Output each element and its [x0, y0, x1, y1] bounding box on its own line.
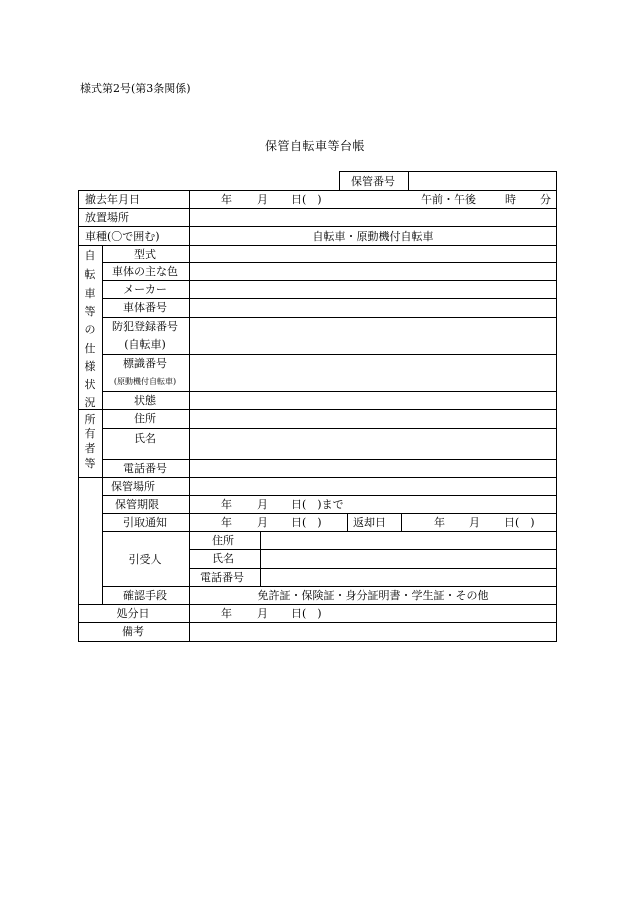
removal-date-label: 撤去年月日 [85, 193, 140, 206]
rule [556, 171, 557, 642]
return-year: 年 [434, 516, 445, 529]
rule [102, 298, 557, 299]
condition-label: 状態 [134, 394, 156, 407]
removal-day: 日( ) [291, 193, 322, 206]
spec-group-char: の [84, 323, 96, 336]
receiver-address-label: 住所 [212, 534, 234, 547]
pickup-notice-day: 日( ) [291, 516, 322, 529]
storage-period-day: 日( )まで [291, 498, 344, 511]
return-month: 月 [469, 516, 480, 529]
model-label: 型式 [134, 248, 156, 261]
rule [102, 459, 557, 460]
pickup-notice-month: 月 [257, 516, 268, 529]
rule [78, 641, 557, 642]
disposal-date-label: 処分日 [116, 607, 150, 620]
spec-group-char: 自 [84, 249, 96, 262]
receiver-name-label: 氏名 [212, 552, 234, 565]
body-color-label: 車体の主な色 [112, 265, 178, 278]
document-title: 保管自転車等台帳 [264, 139, 365, 153]
verification-label: 確認手段 [123, 589, 167, 602]
rule [339, 171, 340, 190]
rule [260, 531, 261, 586]
rule [401, 513, 402, 531]
rule [102, 586, 557, 587]
spec-group-char: 仕 [84, 342, 96, 355]
owner-address-label: 住所 [134, 412, 156, 425]
disposal-day: 日( ) [291, 607, 322, 620]
rule [78, 604, 557, 605]
disposal-month: 月 [257, 607, 268, 620]
rule [102, 513, 557, 514]
removal-year: 年 [221, 193, 232, 206]
rule [102, 317, 557, 318]
rule [102, 495, 557, 496]
rule [102, 531, 557, 532]
vehicle-type-label: 車種(〇で囲む) [85, 230, 160, 243]
spec-group-char: 況 [84, 396, 96, 409]
theft-registration-label: 防犯登録番号 [112, 320, 178, 333]
rule [78, 226, 557, 227]
removal-minute: 分 [540, 193, 551, 206]
rule [102, 280, 557, 281]
pickup-notice-label: 引取通知 [123, 516, 167, 529]
verification-options: 免許証・保険証・身分証明書・学生証・その他 [257, 589, 489, 602]
removal-hour: 時 [505, 193, 516, 206]
storage-period-month: 月 [257, 498, 268, 511]
theft-registration-sublabel: (自転車) [124, 338, 166, 351]
storage-number-label: 保管番号 [351, 175, 395, 188]
left-place-label: 放置場所 [85, 211, 129, 224]
rule [102, 428, 557, 429]
rule [78, 190, 79, 642]
receiver-phone-label: 電話番号 [200, 571, 244, 584]
remarks-field[interactable] [190, 623, 556, 641]
left-place-field[interactable] [190, 209, 556, 226]
rule [102, 262, 557, 263]
storage-period-year: 年 [221, 498, 232, 511]
removal-month: 月 [257, 193, 268, 206]
maker-label: メーカー [123, 283, 167, 296]
pickup-notice-year: 年 [221, 516, 232, 529]
disposal-year: 年 [221, 607, 232, 620]
vehicle-type-options: 自転車・原動機付自転車 [312, 230, 434, 243]
return-date-label: 返却日 [353, 516, 386, 529]
spec-group-char: 等 [84, 305, 96, 318]
owner-name-label: 氏名 [134, 432, 156, 445]
storage-period-label: 保管期限 [115, 498, 159, 511]
owner-group-char: 等 [84, 457, 96, 470]
rule [78, 409, 557, 410]
spec-group-char: 状 [84, 378, 96, 391]
spec-group-char: 様 [84, 360, 96, 373]
storage-number-field[interactable] [409, 172, 556, 189]
body-number-label: 車体番号 [123, 301, 167, 314]
rule [102, 245, 103, 604]
spec-group-char: 車 [84, 287, 96, 300]
storage-place-label: 保管場所 [111, 480, 155, 493]
receiver-label: 引受人 [128, 553, 162, 566]
form-code: 様式第2号(第3条関係) [80, 82, 191, 95]
rule [78, 190, 557, 191]
return-day: 日( ) [504, 516, 535, 529]
remarks-label: 備考 [122, 625, 144, 638]
rule [347, 513, 348, 531]
rule [189, 549, 557, 550]
owner-group-char: 有 [84, 427, 96, 440]
rule [78, 477, 557, 478]
removal-ampm: 午前・午後 [421, 193, 476, 206]
plate-number-label: 標識番号 [123, 357, 167, 370]
owner-group-char: 者 [84, 442, 96, 455]
rule [102, 391, 557, 392]
rule [189, 190, 190, 642]
rule [78, 245, 557, 246]
rule [189, 568, 557, 569]
spec-group-char: 転 [84, 268, 96, 281]
rule [102, 354, 557, 355]
owner-group-char: 所 [84, 413, 96, 426]
owner-phone-label: 電話番号 [123, 462, 167, 475]
plate-number-sublabel: (原動機付自転車) [113, 377, 177, 386]
